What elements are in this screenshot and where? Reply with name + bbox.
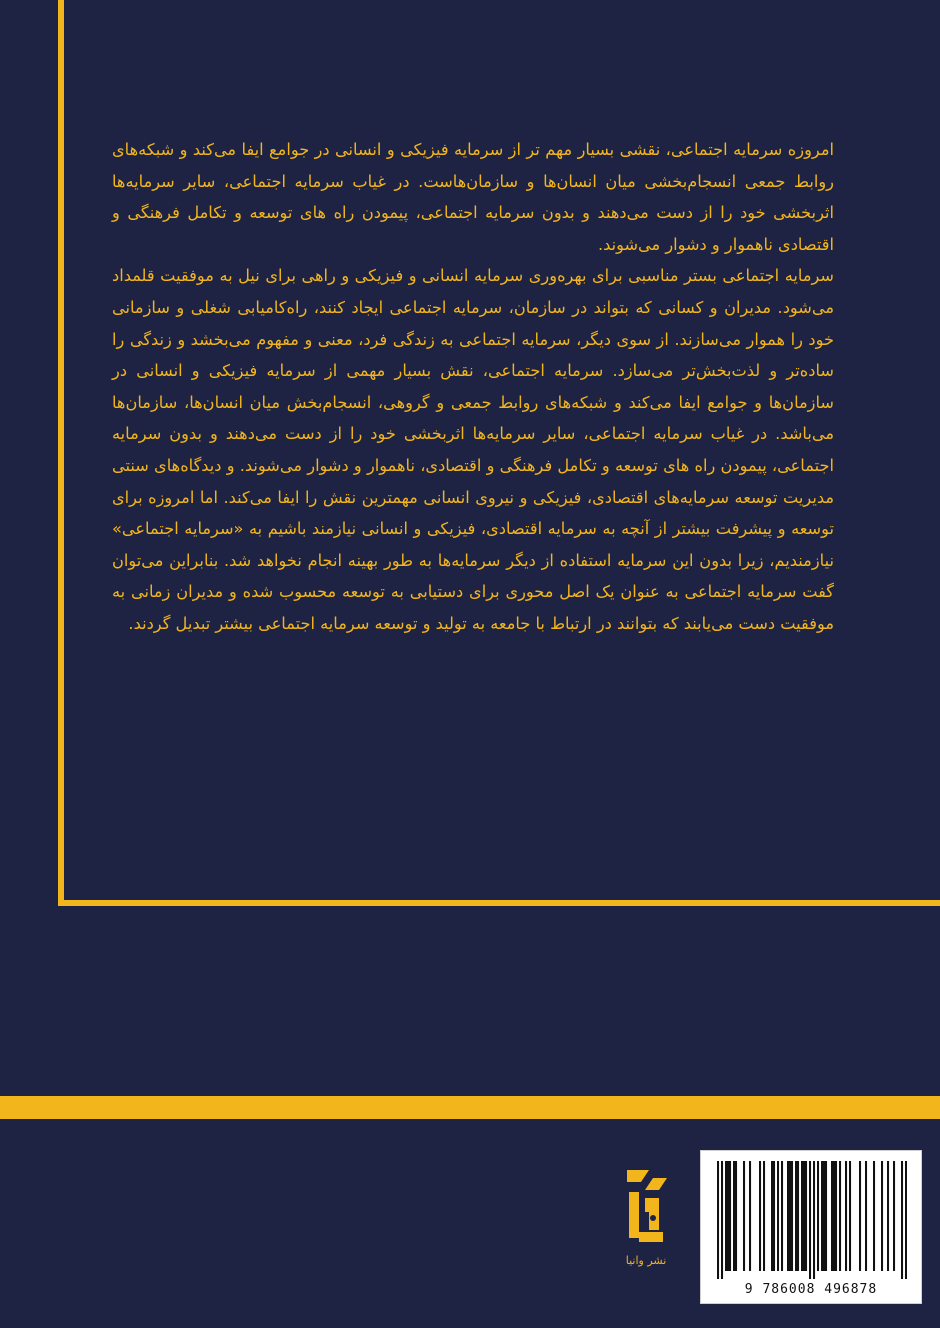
publisher-logo-icon [623, 1168, 669, 1248]
barcode-bar [789, 1161, 791, 1271]
barcode-bar [735, 1161, 737, 1271]
barcode-bar [881, 1161, 883, 1271]
blurb-paragraph-1: امروزه سرمایه اجتماعی، نقشی بسیار مهم تر از سرمایه فیزیکی و انسانی در جوامع ایفا می‌کند و شبکه‌های روابط جمعی انسجام‌بخشی میان انسان‌ها و سازمان‌هاست. در غیاب سرمایه اجتماعی، سایر سرمایه‌ها اثربخشی خود را از دست می‌دهند و بدون سرمایه اجتماعی، پیمودن راه های توسعه و تکامل فرهنگی و اقتصادی ناهموار و دشوار می‌شوند. [112, 140, 834, 254]
publisher-name: نشر وانیا [625, 1254, 667, 1267]
bottom-accent-band [0, 1096, 940, 1119]
barcode-bar [865, 1161, 867, 1271]
barcode-bar [849, 1161, 851, 1271]
barcode-bar [893, 1161, 895, 1271]
barcode-bar [845, 1161, 847, 1271]
blurb-paragraph-2: سرمایه اجتماعی بستر مناسبی برای بهره‌وری سرمایه انسانی و فیزیکی و راهی برای نیل به موفقیت قلمداد می‌شود. مدیران و کسانی که بتواند در سازمان، سرمایه اجتماعی ایجاد کنند، راه‌کامیابی شغلی و سازمانی خود را هموار می‌سازند. از سوی دیگر، سرمایه اجتماعی به زندگی فرد، معنی و مفهوم می‌بخشد و زندگی را ساده‌تر و لذت‌بخش‌تر می‌سازد. سرمایه اجتماعی، نقش بسیار مهمی از سرمایه فیزیکی و انسانی در سازمان‌ها و جوامع ایفا می‌کند و شبکه‌های روابط جمعی و گروهی، انسجام‌بخش میان انسان‌ها، سازمان‌ها می‌باشد. در غیاب سرمایه اجتماعی، سایر سرمایه‌ها اثربخشی خود را از دست می‌دهند و بدون سرمایه اجتماعی، پیمودن راه های توسعه و تکامل فرهنگی و اقتصادی، ناهموار و دشوار می‌شوند. و دیدگاه‌های سنتی مدیریت توسعه سرمایه‌های اقتصادی، فیزیکی و نیروی انسانی مهمترین نقش را ایفا می‌کند. اما امروزه برای توسعه و پیشرفت بیشتر از آنچه به سرمایه اقتصادی، فیزیکی و انسانی نیازمند باشیم به «سرمایه اجتماعی» نیازمندیم، زیرا بدون این سرمایه استفاده از دیگر سرمایه‌ها به طور بهینه انجام نخواهد شد. بنابراین می‌توان گفت سرمایه اجتماعی به عنوان یک اصل محوری برای دستیابی به توسعه محسوب شده و مدیران زمانی به موفقیت دست می‌یابند که بتوانند در ارتباط با جامعه به تولید و توسعه سرمایه اجتماعی بیشتر تبدیل گردند. [112, 266, 834, 633]
barcode-bar [733, 1161, 735, 1271]
publisher-logo [616, 1168, 676, 1278]
barcode-bar [721, 1161, 723, 1279]
barcode-bar [831, 1161, 833, 1271]
isbn-barcode [700, 1150, 922, 1304]
barcode-bar [795, 1161, 797, 1271]
barcode-bar [771, 1161, 773, 1271]
barcode-bar [901, 1161, 903, 1279]
barcode-bar [905, 1161, 907, 1279]
barcode-bar [725, 1161, 727, 1271]
barcode-bar [797, 1161, 799, 1271]
barcode-bar [791, 1161, 793, 1271]
barcode-bar [803, 1161, 805, 1271]
back-cover-blurb [112, 134, 834, 640]
barcode-bar [801, 1161, 803, 1271]
barcode-bar [781, 1161, 783, 1271]
barcode-bar [729, 1161, 731, 1271]
frame-left-border [58, 0, 64, 906]
barcode-bar [839, 1161, 841, 1271]
barcode-bar [833, 1161, 835, 1271]
barcode-bar [835, 1161, 837, 1271]
barcode-bar [887, 1161, 889, 1271]
barcode-bar [759, 1161, 761, 1271]
barcode-bar [823, 1161, 825, 1271]
barcode-bar [821, 1161, 823, 1271]
barcode-bar [817, 1161, 819, 1271]
barcode-digits: 9 786008 496878 [744, 1282, 878, 1297]
barcode-bar [727, 1161, 729, 1271]
barcode-bar [787, 1161, 789, 1271]
barcode-bar [743, 1161, 745, 1271]
barcode-bar [717, 1161, 719, 1279]
barcode-bar [777, 1161, 779, 1271]
barcode-bar [805, 1161, 807, 1271]
frame-bottom-border [58, 900, 940, 906]
barcode-bar [763, 1161, 765, 1271]
barcode-bar [773, 1161, 775, 1271]
barcode-bar [825, 1161, 827, 1271]
barcode-bars [717, 1161, 907, 1279]
barcode-bar [809, 1161, 811, 1279]
barcode-bar [813, 1161, 815, 1279]
barcode-bar [873, 1161, 875, 1271]
barcode-bar [749, 1161, 751, 1271]
barcode-bar [859, 1161, 861, 1271]
